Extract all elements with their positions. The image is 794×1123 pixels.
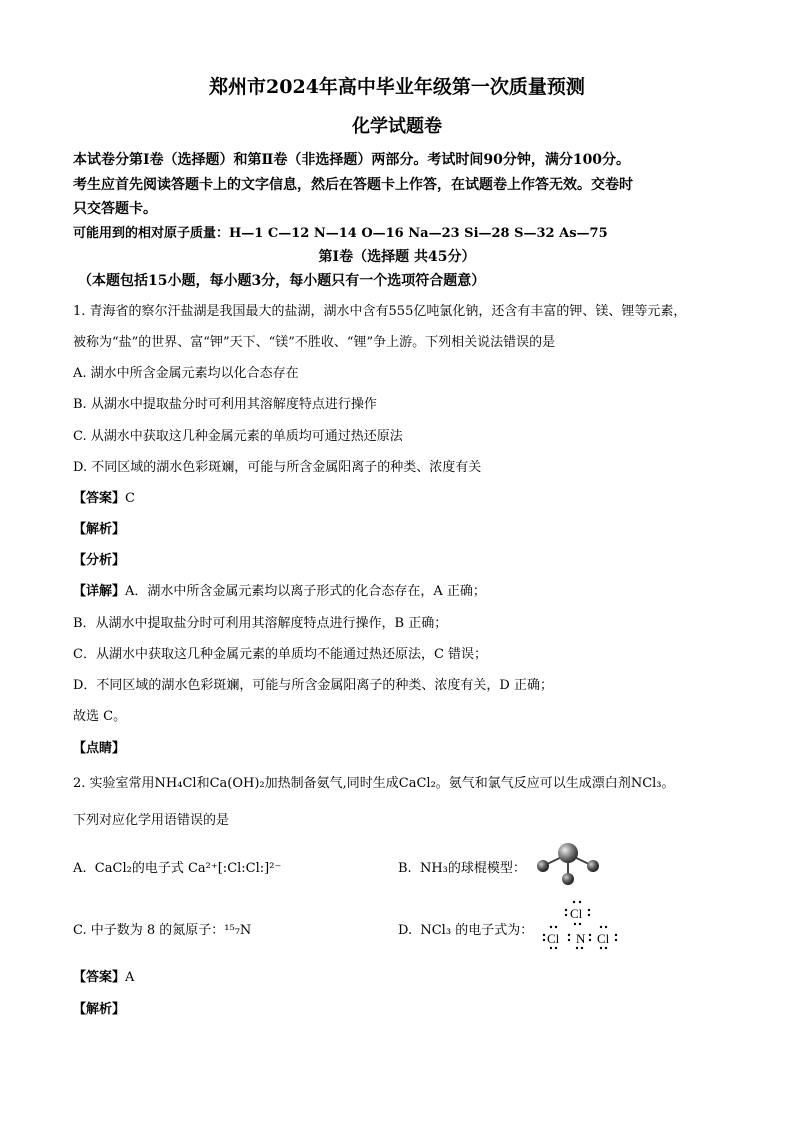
q1-fenxi-tag: 【分析】 [73, 553, 126, 568]
detail-a-text: A．湖水中所含金属元素均以离子形式的化合态存在，A 正确； [125, 584, 486, 599]
q2-option-d [398, 919, 533, 938]
q1-option-b: B. 从湖水中提取盐分时可利用其溶解度特点进行操作 [73, 397, 377, 412]
formula-caoh2: Ca(OH)₂ [209, 776, 265, 791]
q1-option-c: C. 从湖水中获取这几种金属元素的单质均可通过热还原法 [73, 429, 403, 444]
q2-option-a [73, 857, 281, 876]
exam-title: 郑州市2024年高中毕业年级第一次质量预测 [209, 76, 585, 98]
opt-d-formula: NCl₃ [420, 923, 452, 938]
opt-a-label: A. [73, 861, 87, 876]
answer-tag: 【答案】 [73, 970, 126, 985]
q1-option-d: D. 不同区域的湖水色彩斑斓，可能与所含金属阳离子的种类、浓度有关 [73, 460, 482, 475]
q1-detail-b: B．从湖水中提取盐分时可利用其溶解度特点进行操作，B 正确； [73, 616, 448, 631]
q1-option-a: A. 湖水中所含金属元素均以化合态存在 [73, 366, 299, 381]
opt-a-formula: CaCl₂ [94, 861, 132, 876]
exam-subtitle: 化学试题卷 [352, 116, 442, 137]
q1-detail-d: D．不同区域的湖水色彩斑斓，可能与所含金属阳离子的种类、浓度有关，D 正确； [73, 678, 553, 693]
opt-a-electron-formula: Ca²⁺[:Cl:Cl:]²⁻ [187, 861, 282, 876]
q2-option-b [398, 857, 526, 876]
q1-detail-a [73, 580, 486, 599]
ncl3-lewis-structure [542, 898, 620, 956]
q1-stem-line-1: 1. 青海省的察尔汗盐湖是我国最大的盐湖，湖水中含有555亿吨氯化钠，还含有丰富的钾、镁、锂等元素， [73, 304, 687, 319]
lewis-n: N [576, 931, 586, 946]
opt-c-text: C. 中子数为 8 的氮原子： [73, 923, 225, 938]
intro-line-1: 本试卷分第Ⅰ卷（选择题）和第Ⅱ卷（非选择题）两部分。考试时间90分钟，满分100分。 [73, 152, 631, 168]
opt-b-text: 的球棍模型： [447, 861, 526, 876]
answer-tag: 【答案】 [73, 491, 126, 506]
opt-b-formula: NH₃ [419, 861, 448, 876]
q2-stem-b: 加热制备氨气,同时生成 [264, 776, 399, 791]
q2-answer [73, 966, 134, 985]
opt-d-label: D. [398, 923, 413, 938]
opt-c-nuclide: ¹⁵₇N [224, 923, 252, 938]
q2-option-c [73, 919, 251, 938]
q1-stem-line-2: 被称为“盐”的世界、富“钾”天下、“镁”不胜收、“锂”争上游。下列相关说法错误的是 [73, 335, 556, 350]
formula-nh4cl: NH₄Cl [154, 776, 197, 791]
opt-a-text: 的电子式 [131, 861, 184, 876]
q1-detail-c: C．从湖水中获取这几种金属元素的单质均不能通过热还原法，C 错误； [73, 647, 488, 662]
opt-d-text: 的电子式为： [455, 923, 534, 938]
intro-line-3: 只交答题卡。 [73, 201, 157, 217]
formula-cacl2: CaCl₂ [398, 776, 436, 791]
q2-stem-line-2: 下列对应化学用语错误的是 [73, 813, 230, 828]
formula-ncl3: NCl₃ [630, 776, 662, 791]
lewis-cl-left: Cl [547, 931, 560, 946]
q2-stem-line-1 [73, 772, 675, 791]
intro-line-2: 考生应首先阅读答题卡上的文字信息，然后在答题卡上作答，在试题卷上作答无效。交卷时 [73, 177, 633, 193]
lewis-cl-top: Cl [570, 906, 583, 921]
q2-stem-a: 2. 实验室常用 [73, 776, 155, 791]
opt-b-label: B. [398, 861, 412, 876]
answer-value: A [125, 970, 135, 985]
atomic-masses: 可能用到的相对原子质量：H—1 C—12 N—14 O—16 Na—23 Si—28 S—32 As—75 [73, 226, 608, 241]
q2-stem-d: 。 [661, 776, 675, 791]
q1-answer [73, 487, 135, 506]
section-heading: 第Ⅰ卷（选择题 共45分） [318, 249, 476, 265]
detail-tag: 【详解】 [73, 584, 126, 599]
q2-stem-c: 。氨气和氯气反应可以生成漂白剂 [435, 776, 631, 791]
answer-value: C [125, 491, 135, 506]
q2-he: 和 [196, 776, 210, 791]
q2-analysis-tag: 【解析】 [73, 1002, 126, 1017]
lewis-cl-right: Cl [597, 931, 610, 946]
nh3-ball-stick-model-icon [534, 840, 604, 888]
q1-conclusion: 故选 C。 [73, 709, 127, 724]
section-note: （本题包括15小题，每小题3分，每小题只有一个选项符合题意） [78, 273, 486, 289]
q1-analysis-tag: 【解析】 [73, 522, 126, 537]
q1-dianjing-tag: 【点睛】 [73, 741, 126, 756]
